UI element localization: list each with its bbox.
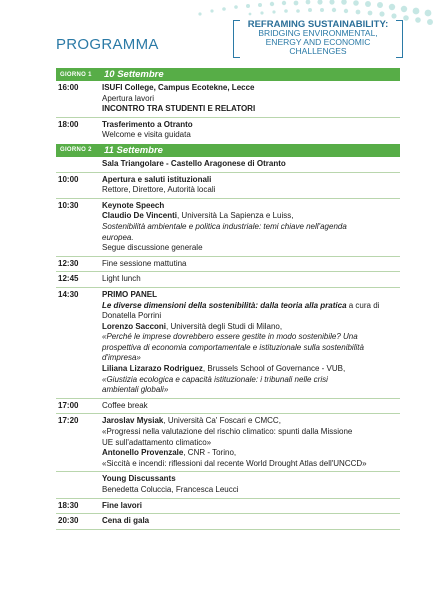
- schedule-row: [56, 173, 400, 199]
- time: 16:00: [58, 83, 79, 92]
- talk-title: europea.: [102, 232, 134, 242]
- schedule-row: [56, 257, 400, 273]
- schedule-row: [56, 81, 400, 118]
- row-content: [102, 175, 400, 196]
- speaker-name: Jaroslav Mysiak: [102, 416, 164, 426]
- talk-title: UE sull'adattamento climatico»: [102, 437, 212, 447]
- time: 17:00: [58, 400, 79, 410]
- row-content: [102, 120, 400, 141]
- bracket-right: [396, 20, 403, 58]
- speaker-line: [102, 322, 400, 333]
- venue: Sala Triangolare - Castello Aragonese di Otranto: [102, 158, 286, 168]
- event-text: Welcome e visita guidata: [102, 130, 191, 140]
- speaker-affiliation: , Università Ca' Foscari e CMCC,: [163, 416, 281, 426]
- time: 18:00: [58, 119, 79, 129]
- schedule-row: [56, 288, 400, 399]
- event-title: Young Discussants: [102, 474, 176, 484]
- day-header-1: [56, 68, 400, 81]
- time: 14:30: [58, 289, 79, 299]
- event-title: Fine lavori: [102, 500, 143, 510]
- day-label: GIORNO 2: [60, 147, 92, 154]
- banner-line-1: REFRAMING SUSTAINABILITY:: [247, 19, 389, 30]
- day-date: 11 Settembre: [104, 144, 163, 156]
- speaker-affiliation: , Brussels School of Governance - VUB,: [202, 364, 346, 374]
- talk-title: «Giustizia ecologica e capacità istituzionale: i tribunali nelle crisi: [102, 374, 328, 384]
- time: 17:20: [58, 416, 79, 426]
- schedule-row: [56, 118, 400, 143]
- panel-title: PRIMO PANEL: [102, 289, 157, 299]
- panel-curator: Donatella Porrini: [102, 311, 162, 321]
- schedule-row: [56, 199, 400, 257]
- speaker-affiliation: , Università degli Studi di Milano,: [166, 321, 283, 331]
- event-text: Rettore, Direttore, Autorità locali: [102, 185, 216, 195]
- event-text: Fine sessione mattutina: [102, 258, 187, 268]
- time: 12:45: [58, 274, 79, 284]
- speaker-line: [102, 211, 400, 222]
- talk-title: «Siccità e incendi: riflessioni dal recente World Drought Atlas dell'UNCCD»: [102, 458, 367, 468]
- speaker-affiliation: , CNR - Torino,: [183, 448, 237, 458]
- row-content: [102, 290, 400, 396]
- row-content: [102, 201, 400, 254]
- schedule-row: [56, 399, 400, 415]
- event-banner: [236, 20, 400, 56]
- speaker-name: Lorenzo Sacconi: [102, 321, 167, 331]
- speaker-affiliation: , Università La Sapienza e Luiss,: [176, 211, 294, 221]
- schedule-row: [56, 414, 400, 472]
- event-title: Cena di gala: [102, 516, 150, 526]
- schedule-row: [56, 157, 400, 173]
- panel-subtitle: [102, 301, 400, 312]
- event-text: Benedetta Coluccia, Francesca Leucci: [102, 485, 239, 494]
- event-title: Trasferimento a Otranto: [102, 119, 193, 129]
- banner-line-2: BRIDGING ENVIRONMENTAL,: [258, 28, 378, 38]
- event-text: Apertura lavori: [102, 93, 155, 103]
- time: 12:30: [58, 258, 79, 268]
- event-title: Apertura e saluti istituzionali: [102, 174, 212, 184]
- event-title: INCONTRO TRA STUDENTI E RELATORI: [102, 104, 256, 114]
- talk-title: ambientali globali»: [102, 385, 169, 395]
- schedule-row: [56, 472, 400, 498]
- panel-curator-prefix: a cura di: [346, 300, 380, 310]
- time: 20:30: [58, 516, 79, 526]
- time: 18:30: [58, 500, 79, 510]
- speaker-line: [102, 364, 400, 375]
- banner-line-3: ENERGY AND ECONOMIC CHALLENGES: [265, 37, 371, 56]
- speaker-name: Antonello Provenzale: [102, 448, 184, 458]
- schedule-row: [56, 272, 400, 288]
- event-text: Coffee break: [102, 400, 148, 410]
- speaker-name: Claudio De Vincenti: [102, 211, 177, 221]
- speaker-line: [102, 448, 400, 459]
- talk-title: «Perché le imprese dovrebbero essere gestite in modo sostenibile? Una: [102, 332, 358, 342]
- event-title: Keynote Speech: [102, 200, 165, 210]
- bracket-left: [233, 20, 240, 58]
- page-title: PROGRAMMA: [56, 36, 159, 53]
- row-content: [102, 416, 400, 469]
- row-content: [102, 83, 400, 115]
- day-label: GIORNO 1: [60, 71, 92, 78]
- schedule-row: [56, 514, 400, 530]
- schedule-row: [56, 499, 400, 515]
- talk-title: d'impresa»: [102, 353, 141, 363]
- talk-title: prospettiva di economia comportamentale e istituzionale sulla sostenibilità: [102, 342, 364, 352]
- talk-title: Sostenibilità ambientale e politica industriale: temi chiave nell'agenda: [102, 221, 347, 231]
- event-text: Segue discussione generale: [102, 243, 203, 253]
- day-date: 10 Settembre: [104, 69, 164, 80]
- speaker-name: Liliana Lizarazo Rodriguez: [102, 364, 203, 374]
- schedule: [56, 67, 400, 530]
- venue: ISUFI College, Campus Ecotekne, Lecce: [102, 83, 255, 92]
- panel-theme: Le diverse dimensioni della sostenibilità: dalla teoria alla pratica: [102, 300, 347, 310]
- talk-title: «Progressi nella valutazione del rischio climatico: spunti dalla Missione: [102, 427, 353, 437]
- speaker-line: [102, 416, 400, 427]
- time: 10:00: [58, 174, 79, 184]
- event-text: Light lunch: [102, 274, 141, 284]
- time: 10:30: [58, 200, 79, 210]
- row-content: [102, 474, 400, 495]
- day-header-2: [56, 144, 400, 157]
